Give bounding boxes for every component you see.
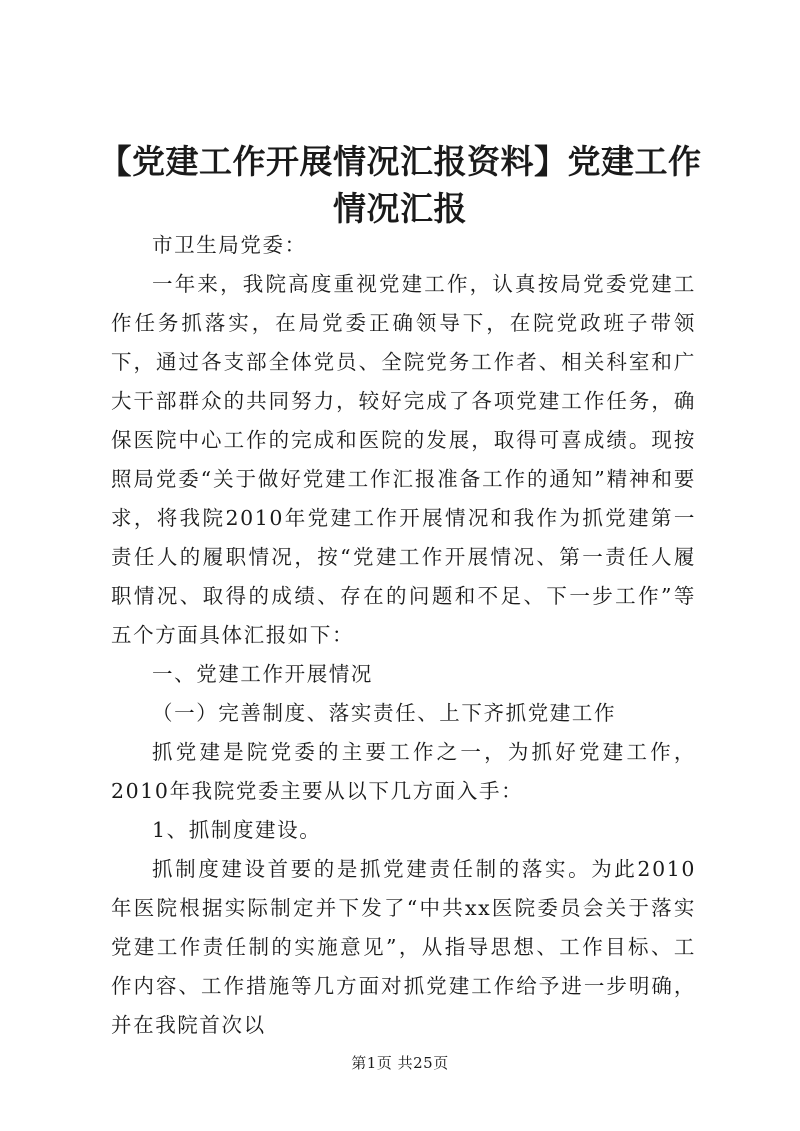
page-footer: 第1页 共25页 xyxy=(351,1054,449,1072)
body-paragraph: 抓党建是院党委的主要工作之一，为抓好党建工作，2010年我院党委主要从以下几方面入手： xyxy=(111,740,696,803)
intro-paragraph: 一年来，我院高度重视党建工作，认真按局党委党建工作任务抓落实，在局党委正确领导下，在院党政班子带领下，通过各支部全体党员、全院党务工作者、相关科室和广大干部群众的共同努力，较好完成了各项党建工作任务，确保医院中心工作的完成和医院的发展，取得可喜成绩。现按照局党委“关于做好党建工作汇报准备工作的通知”精神和要求，将我院2010年党建工作开展情况和我作为抓党建第一责任人的履职情况，按“党建工作开展情况、第一责任人履职情况、取得的成绩、存在的问题和不足、下一步工作”等五个方面具体汇报如下： xyxy=(111,272,696,647)
salutation: 市卫生局党委： xyxy=(152,233,307,257)
body-paragraph: 抓制度建设首要的是抓党建责任制的落实。为此2010年医院根据实际制定并下发了“中共xx医院委员会关于落实党建工作责任制的实施意见”，从指导思想、工作目标、工作内容、工作措施等几方面对抓党建工作给予进一步明确，并在我院首次以 xyxy=(111,857,696,1037)
section-heading: 一、党建工作开展情况 xyxy=(152,662,373,686)
document-body xyxy=(111,226,696,1045)
document-title: 【党建工作开展情况汇报资料】党建工作情况汇报 xyxy=(98,142,702,228)
item-heading: 1、抓制度建设。 xyxy=(152,818,322,842)
subsection-heading: （一）完善制度、落实责任、上下齐抓党建工作 xyxy=(152,701,617,725)
